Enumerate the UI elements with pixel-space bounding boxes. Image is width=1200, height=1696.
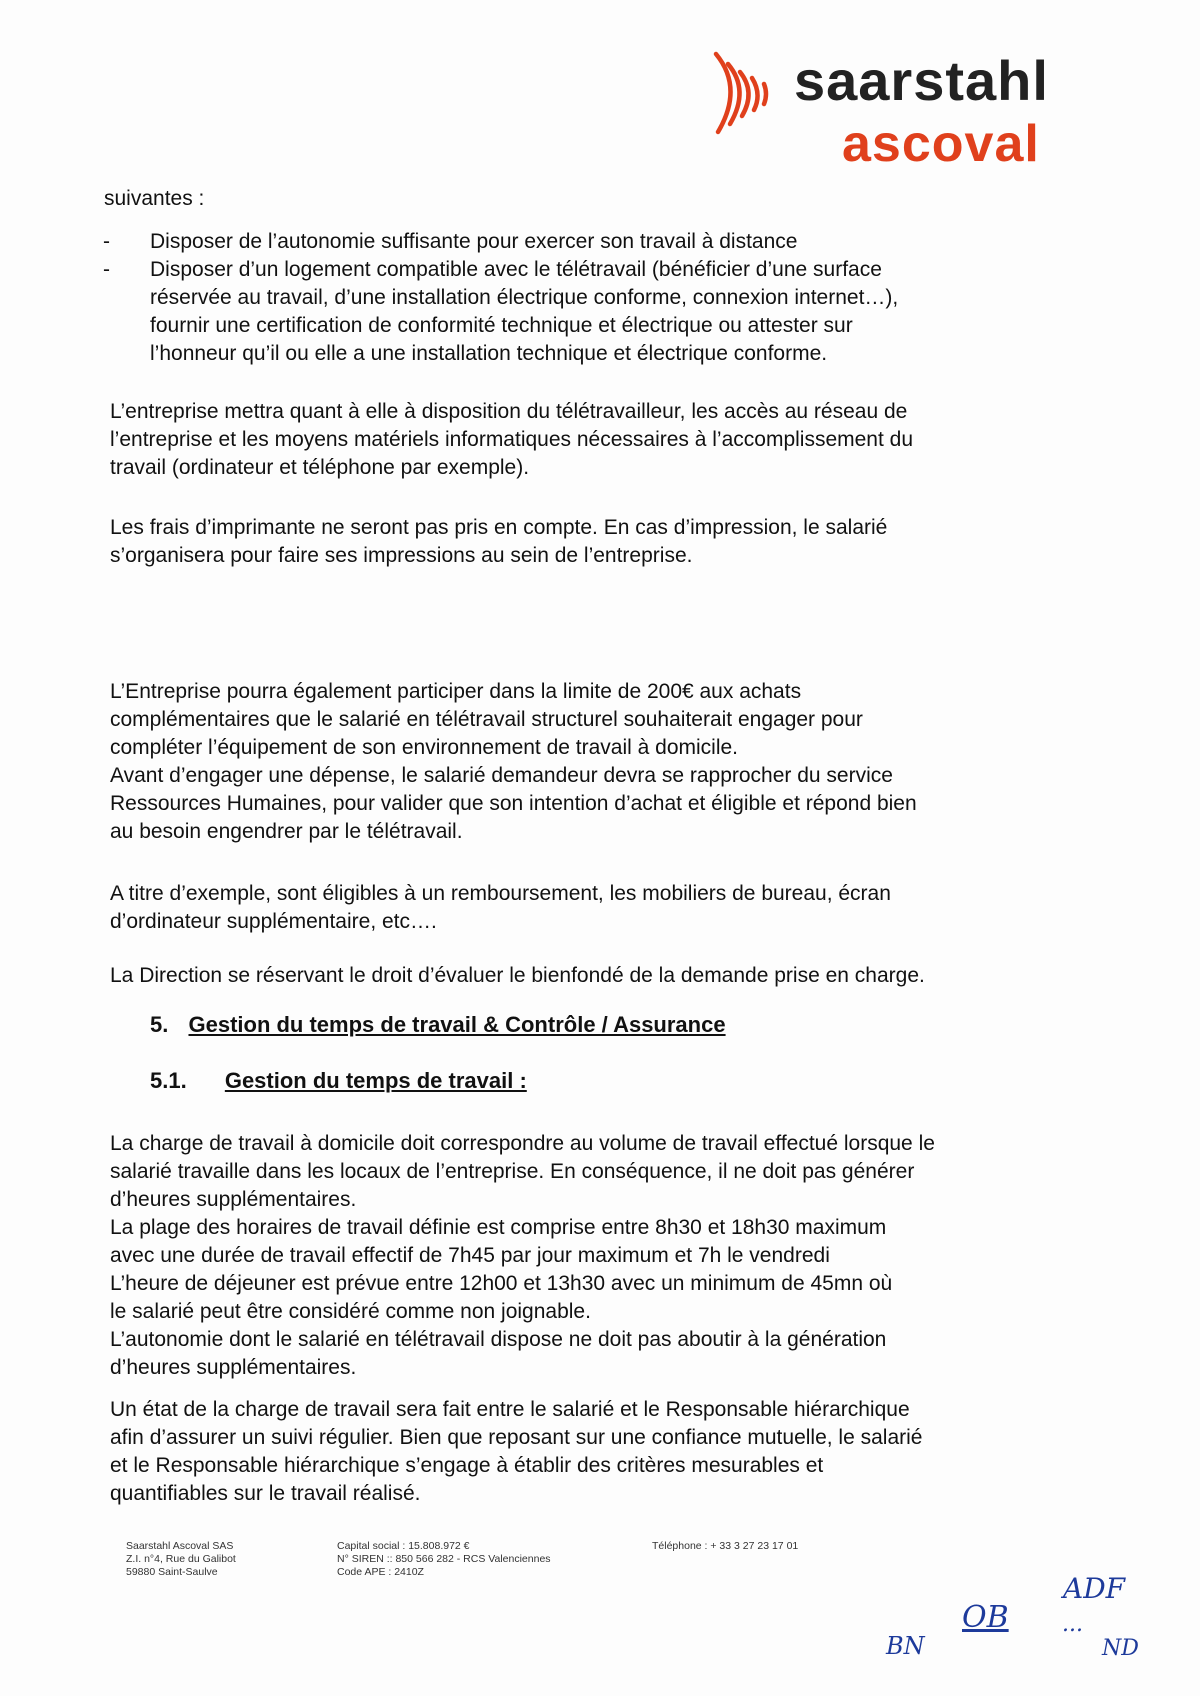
text-line: La Direction se réservant le droit d’évaluer le bienfondé de la demande prise en charge.	[110, 964, 925, 987]
section-number: 5.1.	[150, 1068, 187, 1093]
bullet-line: Disposer d’un logement compatible avec le télétravail (bénéficier d’une surface	[150, 258, 882, 281]
text-line: Avant d’engager une dépense, le salarié demandeur devra se rapprocher du service	[110, 764, 893, 787]
paragraph-examples	[110, 880, 1050, 936]
initials-nd: ND	[1102, 1636, 1139, 1661]
saarstahl-arcs-icon	[710, 48, 790, 138]
section-title: Gestion du temps de travail & Contrôle / Assurance	[188, 1012, 726, 1037]
section-number: 5.	[150, 1012, 169, 1037]
text-line: Ressources Humaines, pour valider que son intention d’achat et éligible et répond bien	[110, 792, 917, 815]
text-line: travail (ordinateur et téléphone par exemple).	[110, 456, 530, 479]
initials-adf: ADF	[1063, 1572, 1126, 1605]
bullet-list	[103, 228, 1063, 368]
footer-line: Saarstahl Ascoval SAS	[126, 1540, 234, 1552]
footer-phone: Téléphone : + 33 3 27 23 17 01	[652, 1540, 799, 1552]
footer-line: Z.I. n°4, Rue du Galibot	[126, 1553, 236, 1565]
text-line: L’heure de déjeuner est prévue entre 12h00 et 13h30 avec un minimum de 45mn où	[110, 1272, 893, 1295]
footer-line: Code APE : 2410Z	[337, 1566, 424, 1578]
bullet-item	[103, 256, 1063, 368]
text-line: au besoin engendrer par le télétravail.	[110, 820, 463, 843]
footer-company	[126, 1540, 236, 1579]
logo-text-ascoval: ascoval	[842, 115, 1040, 173]
bullet-item	[103, 228, 1063, 256]
initials-ob: OB	[962, 1600, 1009, 1635]
footer-line: N° SIREN :: 850 566 282 - RCS Valenciennes	[337, 1553, 551, 1565]
bullet-line: fournir une certification de conformité technique et électrique ou attester sur	[150, 314, 853, 337]
section-heading-5-1	[150, 1068, 527, 1094]
text-line: L’autonomie dont le salarié en télétravail dispose ne doit pas aboutir à la génération	[110, 1328, 887, 1351]
text-line: A titre d’exemple, sont éligibles à un remboursement, les mobiliers de bureau, écran	[110, 882, 891, 905]
company-logo	[710, 48, 1070, 178]
text-line: d’heures supplémentaires.	[110, 1356, 357, 1379]
footer-line: Capital social : 15.808.972 €	[337, 1540, 470, 1552]
footer-legal	[337, 1540, 551, 1579]
bullet-line: l’honneur qu’il ou elle a une installation technique et électrique conforme.	[150, 342, 828, 365]
paragraph-purchases	[110, 678, 1050, 846]
paragraph-direction	[110, 962, 1050, 990]
text-line: avec une durée de travail effectif de 7h45 par jour maximum et 7h le vendredi	[110, 1244, 830, 1267]
paragraph-workload	[110, 1130, 1050, 1382]
intro-text: suivantes :	[104, 187, 205, 210]
bullet-dash: -	[103, 258, 110, 281]
footer-line: 59880 Saint-Saulve	[126, 1566, 218, 1578]
text-line: compléter l’équipement de son environnement de travail à domicile.	[110, 736, 739, 759]
paragraph-monitoring	[110, 1396, 1050, 1508]
text-line: salarié travaille dans les locaux de l’entreprise. En conséquence, il ne doit pas générer	[110, 1160, 915, 1183]
bullet-dash: -	[103, 230, 110, 253]
initials-bn: BN	[886, 1632, 925, 1660]
text-line: complémentaires que le salarié en télétravail structurel souhaiterait engager pour	[110, 708, 863, 731]
text-line: et le Responsable hiérarchique s’engage à établir des critères mesurables et	[110, 1454, 824, 1477]
text-line: Les frais d’imprimante ne seront pas pris en compte. En cas d’impression, le salarié	[110, 516, 888, 539]
text-line: La charge de travail à domicile doit correspondre au volume de travail effectué lorsque le	[110, 1132, 935, 1155]
text-line: La plage des horaires de travail définie est comprise entre 8h30 et 18h30 maximum	[110, 1216, 887, 1239]
logo-text-saarstahl: saarstahl	[794, 49, 1049, 112]
paragraph-equipment	[110, 398, 1050, 482]
text-line: L’entreprise mettra quant à elle à disposition du télétravailleur, les accès au réseau de	[110, 400, 908, 423]
text-line: quantifiables sur le travail réalisé.	[110, 1482, 421, 1505]
text-line: le salarié peut être considéré comme non joignable.	[110, 1300, 591, 1323]
section-heading-5	[150, 1012, 726, 1038]
text-line: afin d’assurer un suivi régulier. Bien que reposant sur une confiance mutuelle, le salarié	[110, 1426, 923, 1449]
text-line: Un état de la charge de travail sera fait entre le salarié et le Responsable hiérarchique	[110, 1398, 910, 1421]
text-line: l’entreprise et les moyens matériels informatiques nécessaires à l’accomplissement du	[110, 428, 914, 451]
text-line: L’Entreprise pourra également participer dans la limite de 200€ aux achats	[110, 680, 802, 703]
text-line: s’organisera pour faire ses impressions au sein de l’entreprise.	[110, 544, 693, 567]
paragraph-printing	[110, 514, 1050, 570]
text-line: d’heures supplémentaires.	[110, 1188, 357, 1211]
bullet-line: Disposer de l’autonomie suffisante pour exercer son travail à distance	[150, 230, 798, 253]
bullet-line: réservée au travail, d’une installation électrique conforme, connexion internet…),	[150, 286, 899, 309]
text-line: d’ordinateur supplémentaire, etc….	[110, 910, 437, 933]
section-title: Gestion du temps de travail :	[224, 1068, 527, 1093]
initials-dots: ...	[1062, 1612, 1083, 1637]
